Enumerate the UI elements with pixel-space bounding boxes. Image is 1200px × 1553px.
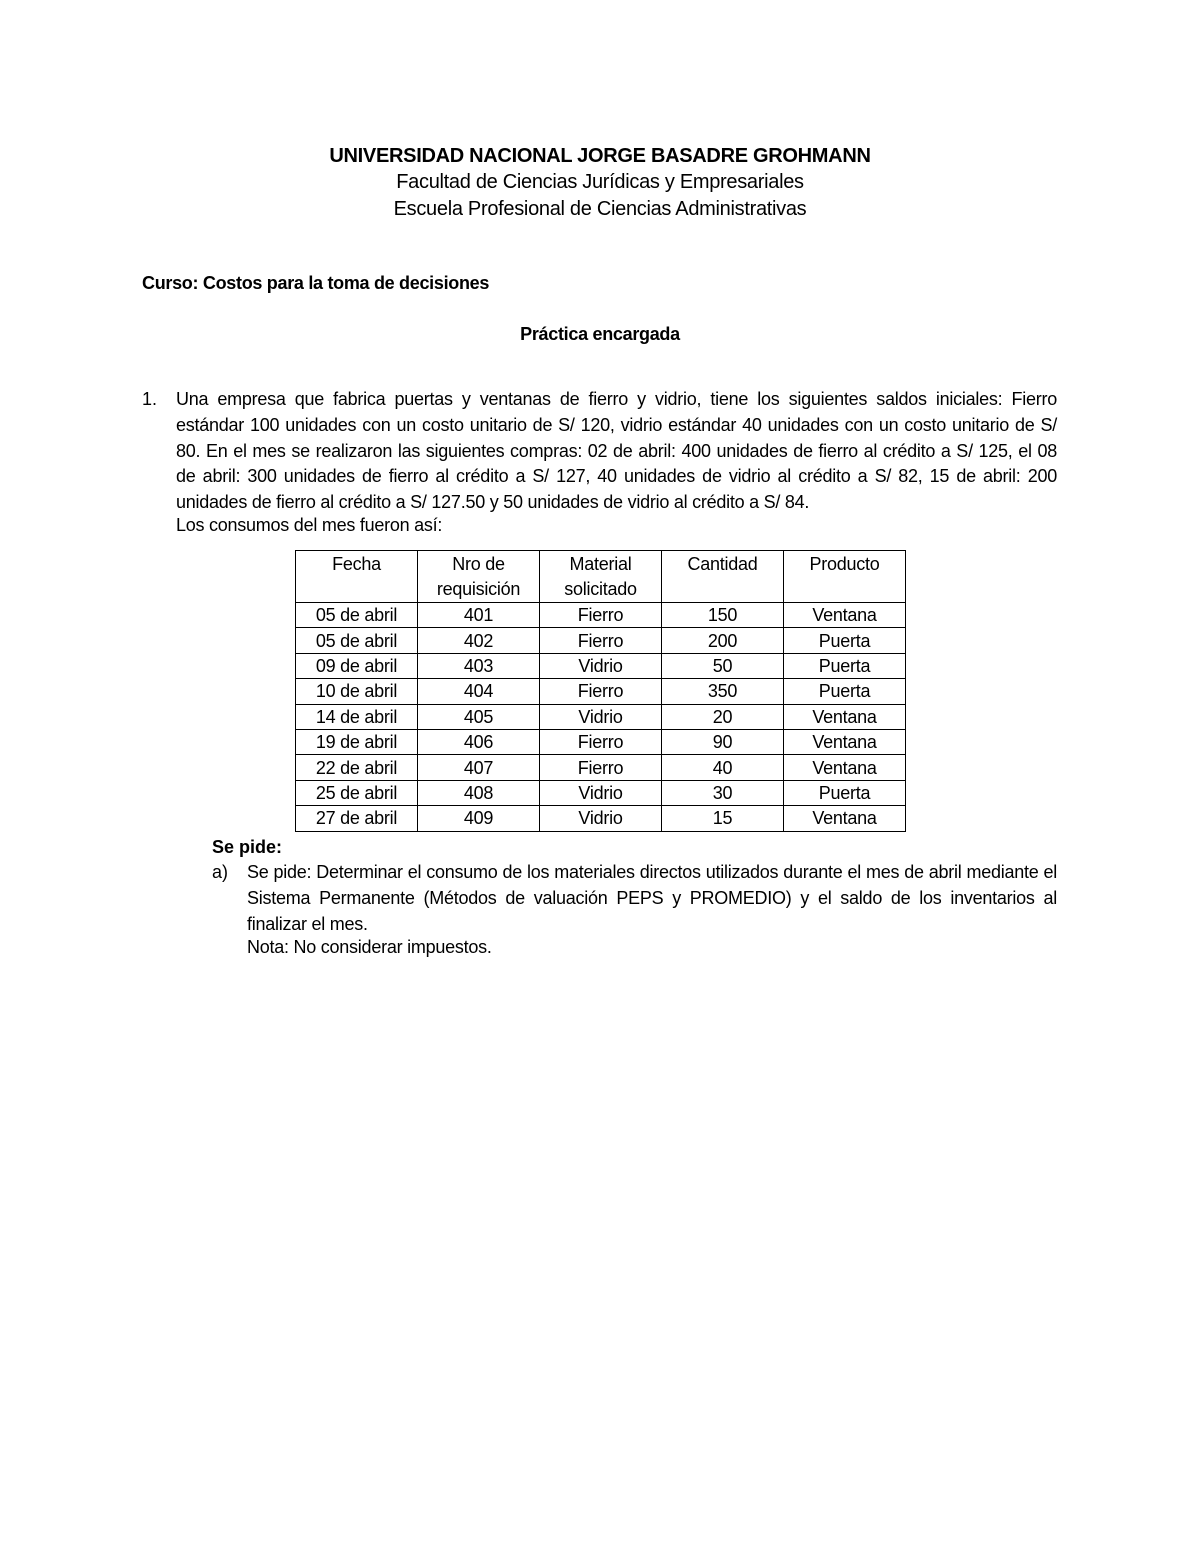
cell-material: Fierro — [540, 729, 662, 754]
cell-material: Vidrio — [540, 780, 662, 805]
document-header — [0, 143, 1200, 223]
cell-cantidad: 200 — [662, 628, 784, 653]
cell-cantidad: 40 — [662, 755, 784, 780]
table-header-row — [296, 551, 906, 603]
cell-requisicion: 405 — [418, 704, 540, 729]
cell-cantidad: 150 — [662, 603, 784, 628]
cell-fecha: 10 de abril — [296, 679, 418, 704]
university-name: UNIVERSIDAD NACIONAL JORGE BASADRE GROHMANN — [329, 145, 871, 167]
header-fecha: Fecha — [296, 551, 418, 603]
faculty-name: Facultad de Ciencias Jurídicas y Empresariales — [396, 171, 804, 193]
cell-cantidad: 20 — [662, 704, 784, 729]
course-title: Curso: Costos para la toma de decisiones — [142, 273, 490, 293]
cell-fecha: 25 de abril — [296, 780, 418, 805]
cell-fecha: 05 de abril — [296, 603, 418, 628]
cell-requisicion: 402 — [418, 628, 540, 653]
header-material: Material solicitado — [540, 551, 662, 603]
cell-material: Fierro — [540, 603, 662, 628]
table-row — [296, 653, 906, 678]
cell-producto: Ventana — [784, 603, 906, 628]
consumption-table — [295, 550, 906, 832]
cell-requisicion: 408 — [418, 780, 540, 805]
cell-material: Fierro — [540, 679, 662, 704]
question-number: 1. — [142, 389, 158, 409]
se-pide-heading: Se pide: — [212, 837, 283, 857]
cell-fecha: 19 de abril — [296, 729, 418, 754]
item-a-text: Se pide: Determinar el consumo de los materiales directos utilizados durante el mes de abril mediante el Sistema Permanente (Métodos de valuación PEPS y PROMEDIO) y el saldo de los inventarios al finalizar el mes. — [247, 862, 1057, 934]
cell-cantidad: 15 — [662, 806, 784, 831]
cell-material: Vidrio — [540, 806, 662, 831]
item-a-label: a) — [212, 862, 229, 882]
cell-fecha: 22 de abril — [296, 755, 418, 780]
cell-cantidad: 50 — [662, 653, 784, 678]
table-row — [296, 755, 906, 780]
cell-producto: Puerta — [784, 679, 906, 704]
school-name: Escuela Profesional de Ciencias Administrativas — [393, 198, 807, 220]
cell-fecha: 05 de abril — [296, 628, 418, 653]
cell-producto: Ventana — [784, 755, 906, 780]
table-row — [296, 679, 906, 704]
header-nro-requisicion: Nro de requisición — [418, 551, 540, 603]
cell-cantidad: 350 — [662, 679, 784, 704]
cell-material: Fierro — [540, 755, 662, 780]
question-text: Una empresa que fabrica puertas y ventanas de fierro y vidrio, tiene los siguientes saldos iniciales: Fierro estándar 100 unidades con un costo unitario de S/ 120, vidrio estándar 40 unidades con un costo unitario de S/ 80. En el mes se realizaron las siguientes compras: 02 de abril: 400 unidades de fierro al crédito a S/ 125, el 08 de abril: 300 unidades de fierro al crédito a S/ 127, 40 unidades de vidrio al crédito a S/ 82, 15 de abril: 200 unidades de fierro al crédito a S/ 127.50 y 50 unidades de vidrio al crédito a S/ 84. — [176, 389, 1057, 513]
cell-producto: Ventana — [784, 729, 906, 754]
cell-fecha: 27 de abril — [296, 806, 418, 831]
cell-requisicion: 404 — [418, 679, 540, 704]
cell-requisicion: 401 — [418, 603, 540, 628]
header-cantidad: Cantidad — [662, 551, 784, 603]
cell-producto: Ventana — [784, 704, 906, 729]
cell-requisicion: 409 — [418, 806, 540, 831]
cell-cantidad: 30 — [662, 780, 784, 805]
cell-requisicion: 406 — [418, 729, 540, 754]
table-row — [296, 729, 906, 754]
cell-fecha: 09 de abril — [296, 653, 418, 678]
cell-requisicion: 407 — [418, 755, 540, 780]
cell-producto: Puerta — [784, 653, 906, 678]
cell-cantidad: 90 — [662, 729, 784, 754]
cell-producto: Puerta — [784, 780, 906, 805]
cell-fecha: 14 de abril — [296, 704, 418, 729]
note-text: Nota: No considerar impuestos. — [247, 937, 492, 957]
cell-material: Fierro — [540, 628, 662, 653]
table-row — [296, 780, 906, 805]
table-row — [296, 806, 906, 831]
cell-material: Vidrio — [540, 653, 662, 678]
practice-title: Práctica encargada — [520, 324, 680, 344]
table-row — [296, 603, 906, 628]
header-producto: Producto — [784, 551, 906, 603]
cell-producto: Ventana — [784, 806, 906, 831]
cell-requisicion: 403 — [418, 653, 540, 678]
table-row — [296, 628, 906, 653]
cell-producto: Puerta — [784, 628, 906, 653]
cell-material: Vidrio — [540, 704, 662, 729]
table-row — [296, 704, 906, 729]
consumption-intro: Los consumos del mes fueron así: — [176, 515, 443, 535]
